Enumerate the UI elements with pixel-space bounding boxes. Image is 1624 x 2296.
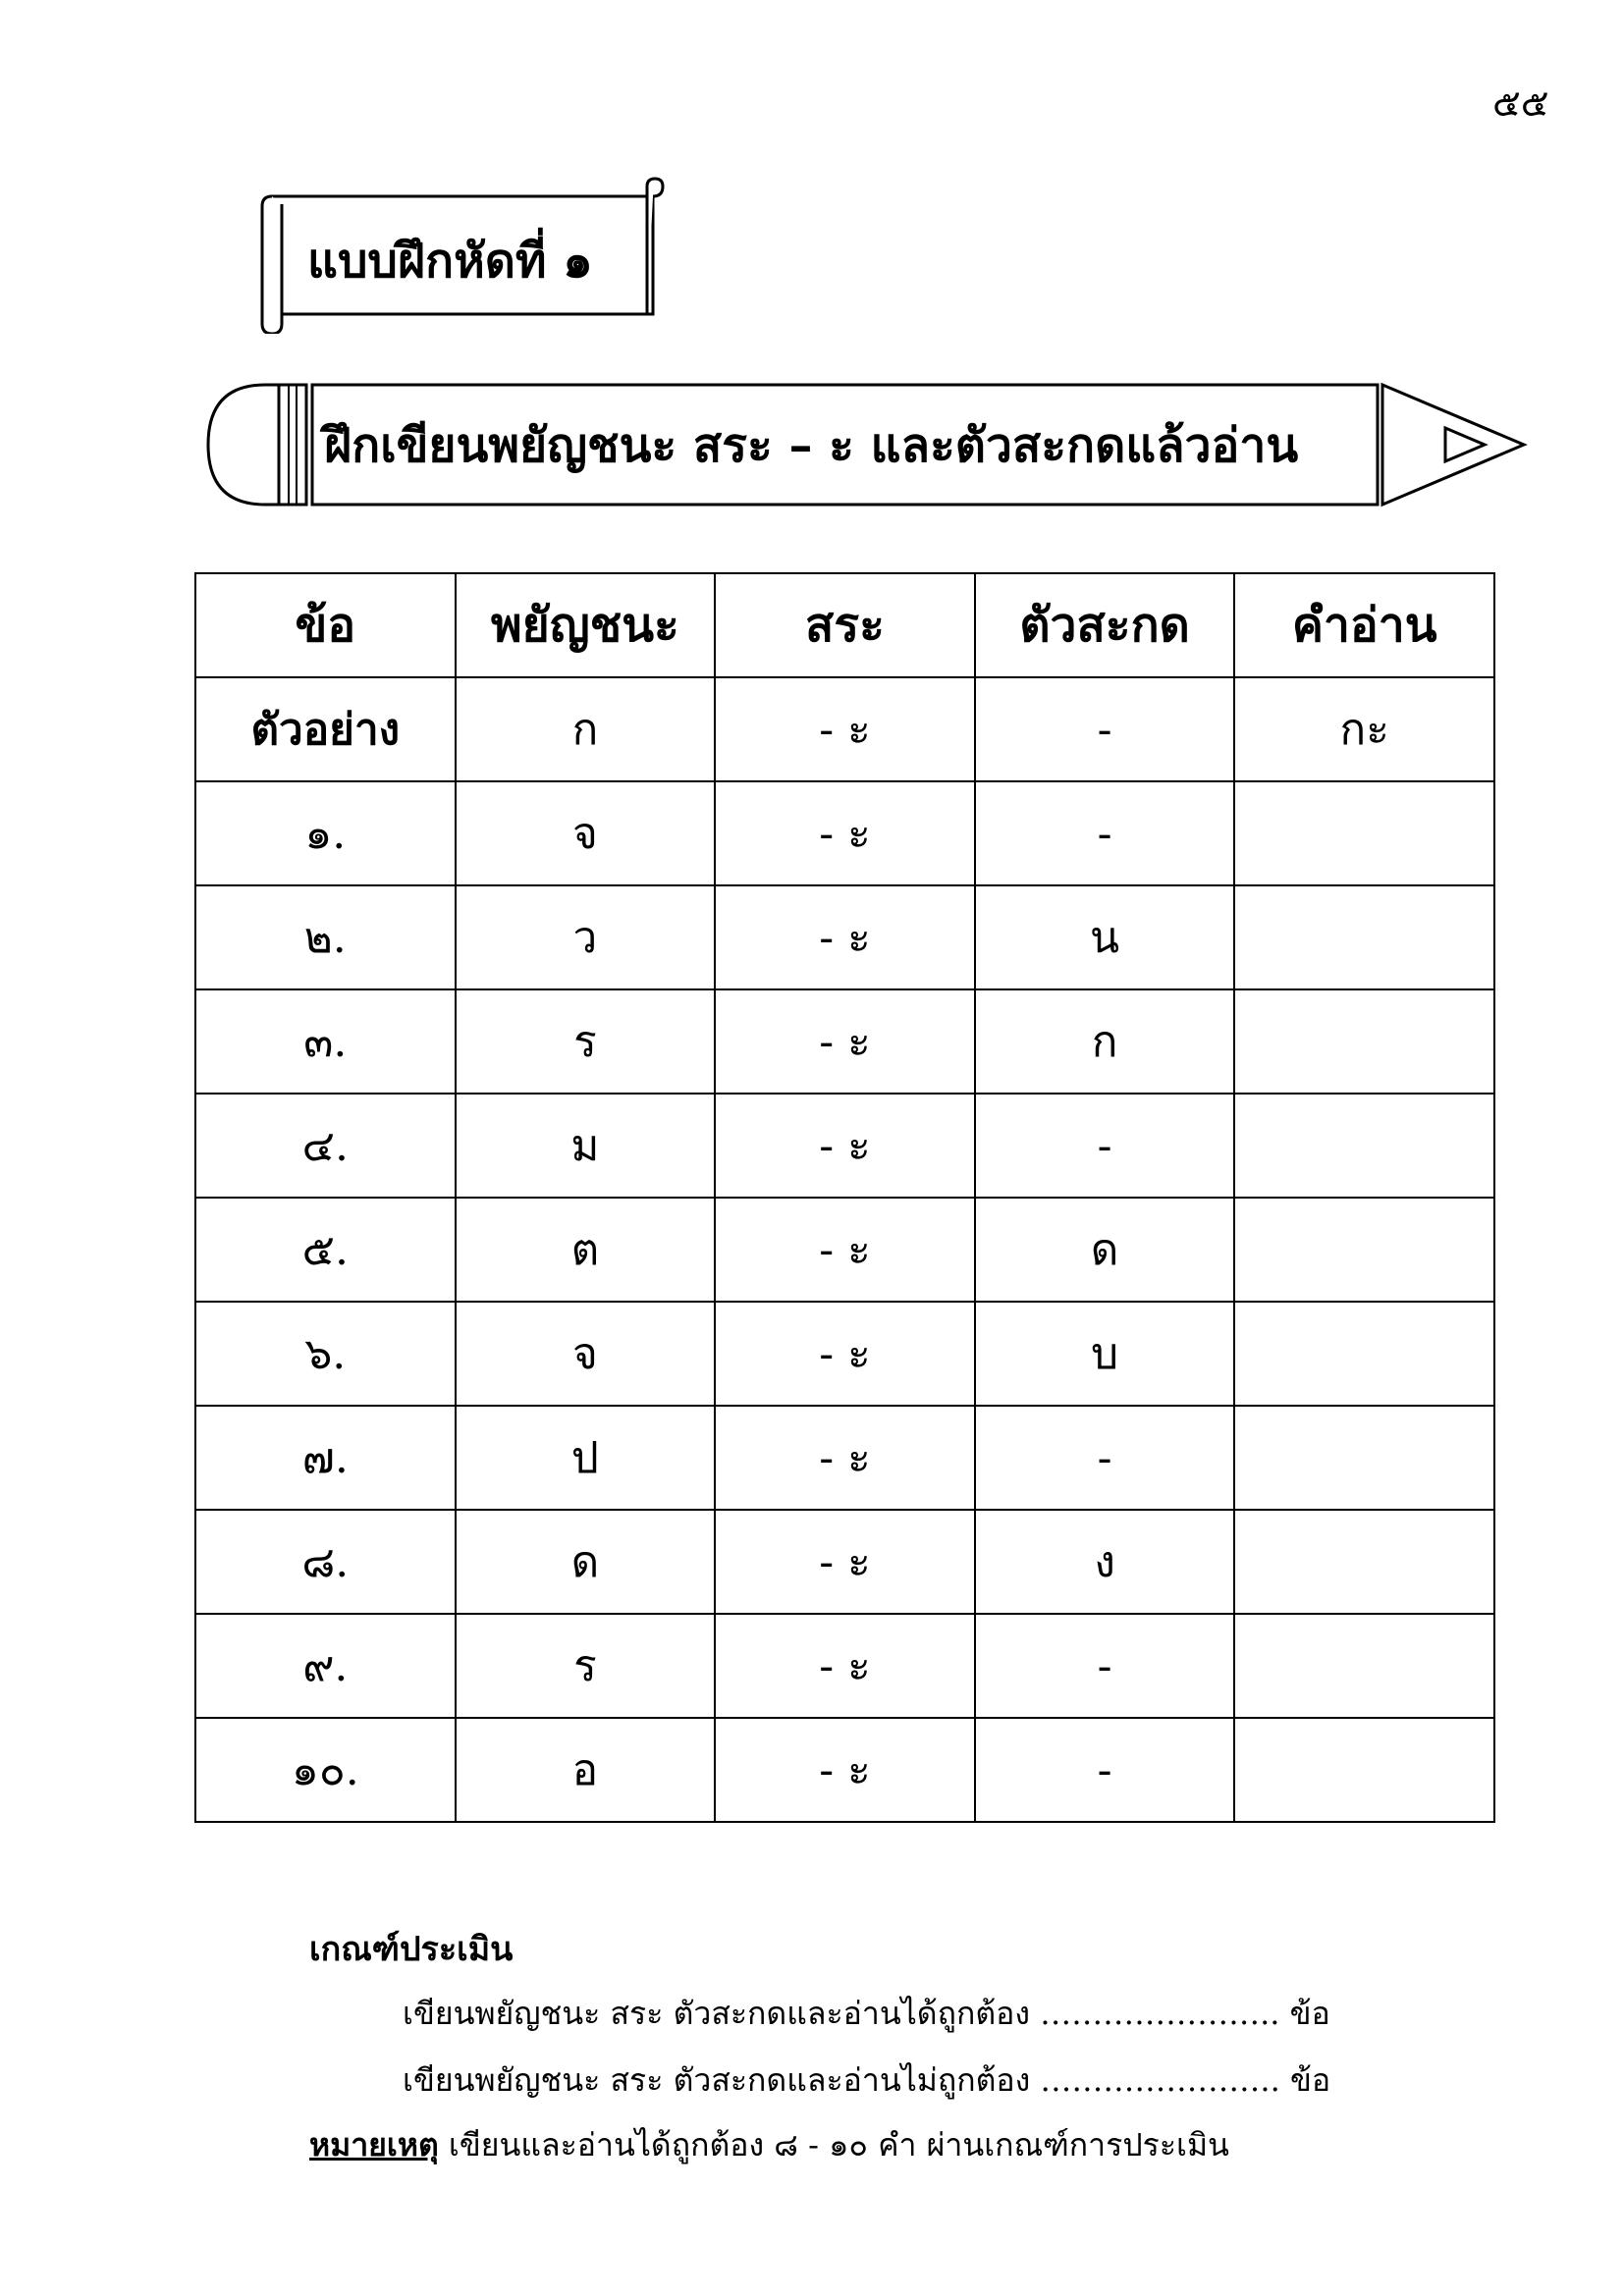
table-row <box>195 1510 1494 1614</box>
cell-consonant: ม <box>456 1094 716 1198</box>
cell-vowel: - ะ <box>715 1406 975 1510</box>
cell-consonant: ด <box>456 1510 716 1614</box>
cell-item-no: ๓. <box>195 989 456 1094</box>
evaluation-criteria <box>309 1922 513 1975</box>
note <box>309 2120 1229 2170</box>
exercise-title-banner <box>260 177 673 334</box>
cell-vowel: - ะ <box>715 677 975 781</box>
table-row <box>195 989 1494 1094</box>
cell-item-no: ๘. <box>195 1510 456 1614</box>
cell-vowel: - ะ <box>715 1198 975 1302</box>
cell-reading-answer[interactable] <box>1234 781 1494 885</box>
cell-reading-answer[interactable] <box>1234 1614 1494 1718</box>
criteria-correct-line: เขียนพยัญชนะ สระ ตัวสะกดและอ่านได้ถูกต้อง ………………….. ข้อ <box>403 1995 1330 2032</box>
table-row <box>195 1198 1494 1302</box>
cell-consonant: ต <box>456 1198 716 1302</box>
cell-vowel: - ะ <box>715 781 975 885</box>
exercise-title: แบบฝึกหัดที่ ๑ <box>307 234 593 289</box>
cell-reading-answer[interactable] <box>1234 885 1494 989</box>
table-row <box>195 1614 1494 1718</box>
cell-reading: กะ <box>1234 677 1494 781</box>
worksheet-table <box>194 572 1495 1823</box>
cell-final: - <box>975 1718 1235 1822</box>
cell-consonant: จ <box>456 781 716 885</box>
cell-consonant: ว <box>456 885 716 989</box>
cell-consonant: ป <box>456 1406 716 1510</box>
table-row <box>195 1094 1494 1198</box>
header-consonant: พยัญชนะ <box>456 573 716 677</box>
cell-consonant: ร <box>456 989 716 1094</box>
table-row <box>195 1718 1494 1822</box>
page-number: ๕๕ <box>1492 81 1549 125</box>
cell-final: น <box>975 885 1235 989</box>
cell-final: ง <box>975 1510 1235 1614</box>
instruction-text: ฝึกเขียนพยัญชนะ สระ – ะ และตัวสะกดแล้วอ่าน <box>324 418 1299 473</box>
cell-reading-answer[interactable] <box>1234 1406 1494 1510</box>
cell-vowel: - ะ <box>715 885 975 989</box>
cell-item-no: ตัวอย่าง <box>195 677 456 781</box>
cell-consonant: ร <box>456 1614 716 1718</box>
cell-final: - <box>975 677 1235 781</box>
cell-final: ก <box>975 989 1235 1094</box>
cell-item-no: ๔. <box>195 1094 456 1198</box>
criteria-incorrect-line: เขียนพยัญชนะ สระ ตัวสะกดและอ่านไม่ถูกต้อง ………………….. ข้อ <box>403 2061 1331 2099</box>
header-vowel: สระ <box>715 573 975 677</box>
cell-vowel: - ะ <box>715 1718 975 1822</box>
cell-item-no: ๙. <box>195 1614 456 1718</box>
cell-reading-answer[interactable] <box>1234 989 1494 1094</box>
cell-consonant: ก <box>456 677 716 781</box>
table-row <box>195 1406 1494 1510</box>
table-row <box>195 781 1494 885</box>
cell-item-no: ๕. <box>195 1198 456 1302</box>
cell-final: - <box>975 1406 1235 1510</box>
cell-reading-answer[interactable] <box>1234 1302 1494 1406</box>
cell-vowel: - ะ <box>715 989 975 1094</box>
cell-final: - <box>975 1614 1235 1718</box>
cell-item-no: ๗. <box>195 1406 456 1510</box>
table-header-row <box>195 573 1494 677</box>
table-row <box>195 885 1494 989</box>
note-label: หมายเหตุ <box>309 2126 439 2163</box>
cell-final: - <box>975 1094 1235 1198</box>
cell-consonant: จ <box>456 1302 716 1406</box>
table-row-example <box>195 677 1494 781</box>
note-text: เขียนและอ่านได้ถูกต้อง ๘ - ๑๐ คำ ผ่านเกณฑ์การประเมิน <box>448 2126 1229 2163</box>
header-final-consonant: ตัวสะกด <box>975 573 1235 677</box>
cell-vowel: - ะ <box>715 1510 975 1614</box>
cell-reading-answer[interactable] <box>1234 1198 1494 1302</box>
cell-item-no: ๑. <box>195 781 456 885</box>
cell-consonant: อ <box>456 1718 716 1822</box>
cell-reading-answer[interactable] <box>1234 1094 1494 1198</box>
cell-reading-answer[interactable] <box>1234 1510 1494 1614</box>
cell-vowel: - ะ <box>715 1094 975 1198</box>
cell-vowel: - ะ <box>715 1614 975 1718</box>
cell-item-no: ๒. <box>195 885 456 989</box>
cell-item-no: ๑๐. <box>195 1718 456 1822</box>
instruction-banner <box>206 381 1532 508</box>
cell-final: บ <box>975 1302 1235 1406</box>
table-row <box>195 1302 1494 1406</box>
cell-reading-answer[interactable] <box>1234 1718 1494 1822</box>
cell-final: ด <box>975 1198 1235 1302</box>
cell-item-no: ๖. <box>195 1302 456 1406</box>
criteria-title: เกณฑ์ประเมิน <box>309 1930 514 1969</box>
header-reading: คำอ่าน <box>1234 573 1494 677</box>
cell-final: - <box>975 781 1235 885</box>
header-item-no: ข้อ <box>195 573 456 677</box>
cell-vowel: - ะ <box>715 1302 975 1406</box>
